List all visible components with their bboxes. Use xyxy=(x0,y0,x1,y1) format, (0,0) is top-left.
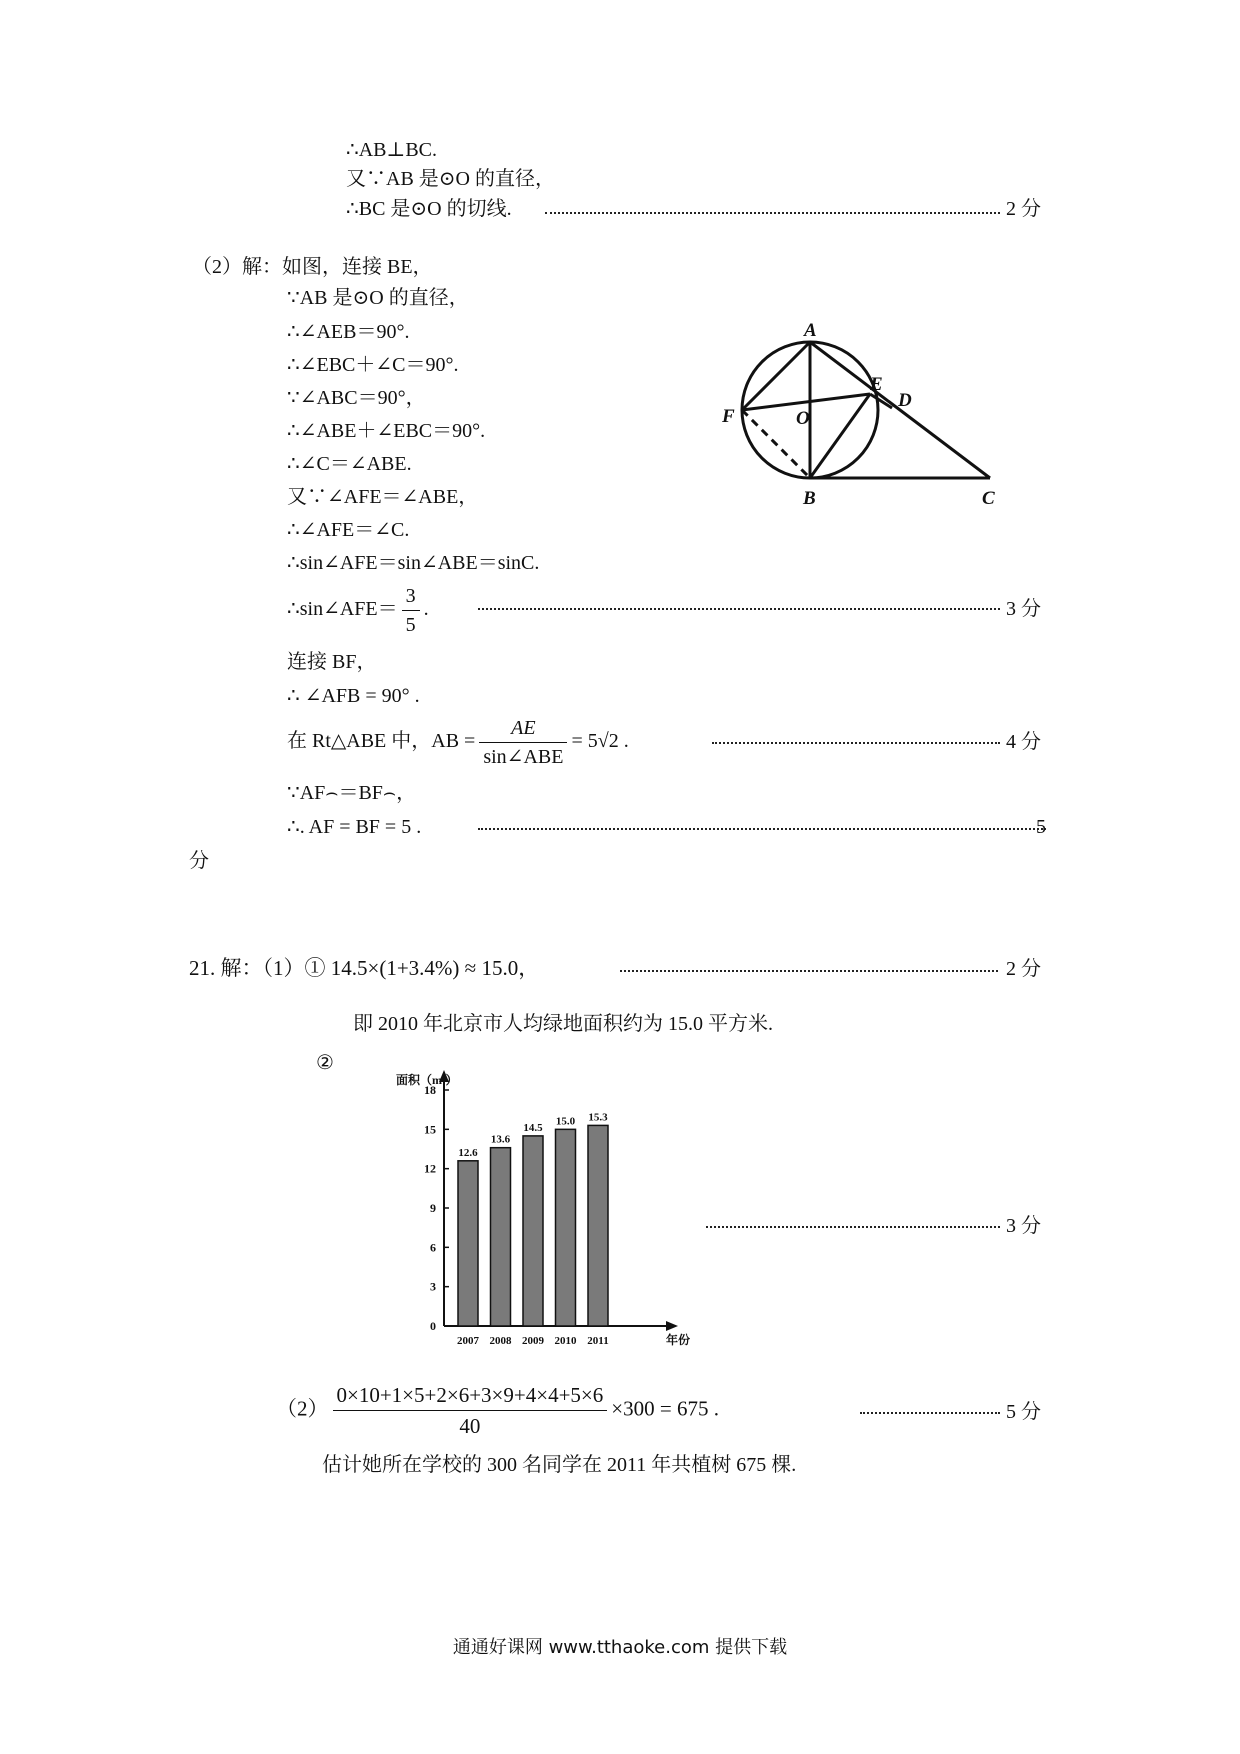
proof-line-fraction xyxy=(287,582,429,639)
proof-line: 连接 BF， xyxy=(287,651,377,673)
numerator: 0×10+1×5+2×6+3×9+4×4+5×6 xyxy=(333,1380,608,1411)
x-axis-label: 年份 xyxy=(666,1333,691,1347)
label-o: O xyxy=(796,408,810,429)
proof-line: ∴BC 是⊙O 的切线. xyxy=(346,198,512,220)
text: 在 Rt△ABE 中，AB = xyxy=(287,730,476,753)
proof-line: ∴∠EBC＋∠C＝90°. xyxy=(287,354,459,376)
score-mark: 5 xyxy=(1036,816,1046,838)
proof-line-fraction xyxy=(287,714,629,771)
score-leader xyxy=(545,212,1000,214)
proof-line: ∴ ∠AFB = 90° . xyxy=(287,685,420,707)
score-mark: 4 分 xyxy=(1006,731,1041,753)
x-tick-label: 2008 xyxy=(489,1335,512,1347)
denominator: 40 xyxy=(459,1414,481,1438)
score-leader xyxy=(478,608,1000,610)
y-tick-label: 12 xyxy=(424,1161,436,1176)
x-tick-label: 2011 xyxy=(587,1335,609,1347)
q21-line: 即 2010 年北京市人均绿地面积约为 15.0 平方米. xyxy=(353,1013,773,1035)
proof-line: ∴sin∠AFE＝sin∠ABE＝sinC. xyxy=(287,552,540,574)
proof-line: 又∵∠AFE＝∠ABE， xyxy=(287,486,479,508)
x-tick-label: 2010 xyxy=(554,1335,577,1347)
denominator: 5 xyxy=(405,614,416,636)
denominator: sin∠ABE xyxy=(483,746,564,768)
label-a: A xyxy=(804,320,817,341)
q21-line: 21. 解：（1）① 14.5×(1+3.4%) ≈ 15.0， xyxy=(189,956,540,980)
bar xyxy=(556,1129,576,1326)
proof-line: ∵∠ABC＝90°， xyxy=(287,387,426,409)
score-mark: 2 分 xyxy=(1006,958,1041,980)
bar-value-label: 15.0 xyxy=(555,1115,576,1128)
y-tick-label: 6 xyxy=(430,1240,436,1255)
proof-line: ∴∠ABE＋∠EBC＝90°. xyxy=(287,420,486,442)
text: ×300 = 675 . xyxy=(611,1396,719,1421)
text: = 5√2 . xyxy=(571,730,629,753)
proof-line: ∴∠AEB＝90°. xyxy=(287,321,410,343)
numerator: AE xyxy=(479,714,567,743)
bar-chart xyxy=(360,1062,700,1352)
score-leader xyxy=(860,1412,1000,1414)
label-b: B xyxy=(803,488,816,509)
proof-line: ∴. AF = BF = 5 . xyxy=(287,816,422,838)
score-mark: 3 分 xyxy=(1006,598,1041,620)
score-mark: 分 xyxy=(189,850,209,872)
bar xyxy=(491,1148,511,1326)
proof-line: ∵AF⌢＝BF⌢， xyxy=(287,782,417,804)
label-d: D xyxy=(898,390,912,411)
geometry-figure xyxy=(720,318,1010,518)
q21-line-fraction xyxy=(276,1380,719,1441)
y-tick-label: 18 xyxy=(424,1083,436,1097)
y-tick-label: 15 xyxy=(424,1122,436,1137)
score-mark: 3 分 xyxy=(1006,1215,1041,1237)
text: . xyxy=(423,598,429,621)
y-tick-label: 9 xyxy=(430,1201,436,1215)
score-leader xyxy=(712,742,1000,744)
proof-line: ∵AB 是⊙O 的直径， xyxy=(287,287,469,309)
x-axis-arrow xyxy=(666,1321,678,1331)
score-mark: 2 分 xyxy=(1006,198,1041,220)
score-leader xyxy=(478,828,1046,830)
label-f: F xyxy=(722,406,735,427)
fraction xyxy=(333,1380,608,1441)
numerator: 3 xyxy=(402,582,420,611)
bar-value-label: 12.6 xyxy=(458,1146,478,1159)
part2-heading: （2）解：如图，连接 BE， xyxy=(192,256,433,278)
q21-mark: ② xyxy=(316,1052,334,1074)
label-c: C xyxy=(982,488,995,509)
bar xyxy=(523,1136,543,1326)
y-tick-label: 3 xyxy=(430,1279,436,1294)
bar xyxy=(458,1161,478,1326)
score-leader xyxy=(706,1226,1000,1228)
proof-line: ∴AB⊥BC. xyxy=(346,139,437,161)
fraction xyxy=(402,582,420,639)
bar-value-label: 15.3 xyxy=(588,1111,608,1124)
y-tick-label: 0 xyxy=(430,1319,436,1333)
proof-line: ∴∠AFE＝∠C. xyxy=(287,519,410,541)
score-mark: 5 分 xyxy=(1006,1401,1041,1423)
proof-line: 又∵AB 是⊙O 的直径， xyxy=(346,168,555,190)
fraction xyxy=(479,714,567,771)
y-axis-label: 面积（m²） xyxy=(396,1073,458,1087)
q21-line: 估计她所在学校的 300 名同学在 2011 年共植树 675 棵. xyxy=(322,1454,797,1476)
proof-line: ∴∠C＝∠ABE. xyxy=(287,453,412,475)
bar xyxy=(588,1125,608,1326)
bar-value-label: 14.5 xyxy=(523,1121,543,1134)
label-e: E xyxy=(870,374,883,395)
text: ∴sin∠AFE＝ xyxy=(287,598,398,621)
text: （2） xyxy=(276,1396,329,1421)
score-leader xyxy=(620,970,998,972)
x-tick-label: 2009 xyxy=(522,1335,544,1347)
x-tick-label: 2007 xyxy=(457,1335,479,1347)
bar-value-label: 13.6 xyxy=(490,1133,511,1146)
footer: 通通好课网 www.tthaoke.com 提供下载 xyxy=(452,1637,788,1658)
